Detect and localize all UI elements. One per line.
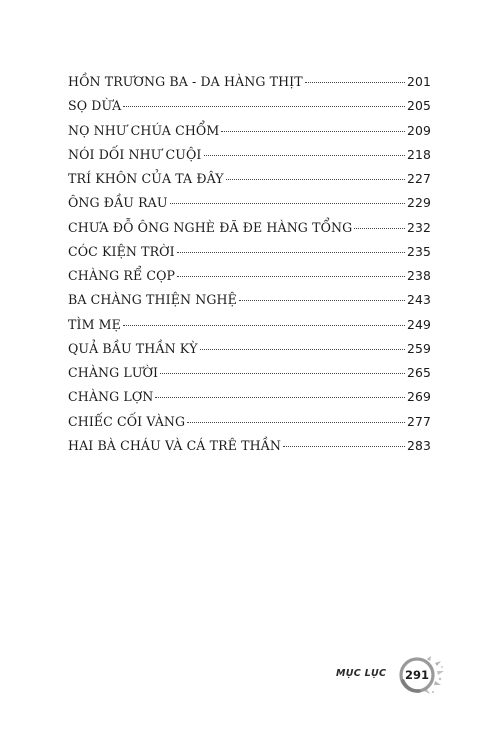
toc-leader-dots: [155, 397, 405, 398]
toc-entry-title: ÔNG ĐẦU RAU: [68, 195, 168, 211]
toc-entry[interactable]: [68, 438, 431, 462]
toc-entry[interactable]: [68, 341, 431, 365]
toc-entry-page: 218: [407, 146, 431, 162]
toc-leader-dots: [200, 349, 405, 350]
toc-leader-dots: [177, 276, 405, 277]
toc-entry-title: CHIẾC CỐI VÀNG: [68, 413, 186, 429]
toc-entry[interactable]: [68, 171, 431, 195]
toc-entry-title: SỌ DỪA: [68, 98, 122, 114]
toc-leader-dots: [283, 446, 405, 447]
toc-entry-page: 205: [407, 98, 431, 114]
toc-entry-title: NỌ NHƯ CHÚA CHỔM: [68, 122, 220, 138]
toc-entry-page: 232: [407, 219, 431, 235]
toc-leader-dots: [226, 179, 405, 180]
toc-entry[interactable]: [68, 414, 431, 438]
table-of-contents: [68, 74, 431, 462]
toc-leader-dots: [204, 155, 406, 156]
toc-entry-title: HỒN TRƯƠNG BA - DA HÀNG THỊT: [68, 74, 303, 89]
toc-entry-title: CHÀNG LỢN: [68, 389, 154, 405]
toc-entry[interactable]: [68, 389, 431, 413]
toc-leader-dots: [305, 82, 405, 83]
toc-entry-page: 229: [407, 195, 431, 211]
section-label: MỤC LỤC: [336, 668, 387, 679]
toc-entry-title: TRÍ KHÔN CỦA TA ĐÂY: [68, 171, 224, 186]
toc-leader-dots: [160, 373, 405, 374]
toc-entry[interactable]: [68, 98, 431, 122]
toc-entry-page: 243: [407, 292, 431, 308]
toc-leader-dots: [354, 228, 405, 229]
toc-entry-page: 235: [407, 243, 431, 259]
toc-entry-page: 265: [407, 365, 431, 380]
toc-leader-dots: [221, 131, 405, 132]
toc-leader-dots: [170, 203, 405, 204]
toc-entry-title: TÌM MẸ: [68, 316, 121, 332]
toc-entry-page: 209: [407, 122, 431, 138]
toc-leader-dots: [239, 300, 405, 301]
toc-leader-dots: [187, 422, 405, 423]
toc-entry[interactable]: [68, 365, 431, 389]
page-number-badge: [400, 658, 434, 692]
toc-entry-page: 269: [407, 389, 431, 405]
toc-leader-dots: [123, 106, 405, 107]
page-footer: [336, 658, 466, 692]
toc-entry-title: CHƯA ĐỖ ÔNG NGHÈ ĐÃ ĐE HÀNG TỔNG: [68, 219, 353, 235]
toc-entry-page: 227: [407, 171, 431, 186]
toc-entry-title: CÓC KIỆN TRỜI: [68, 243, 175, 259]
toc-entry-page: 283: [407, 437, 431, 453]
toc-entry-title: BA CHÀNG THIỆN NGHỆ: [68, 292, 237, 308]
toc-entry[interactable]: [68, 268, 431, 292]
toc-leader-dots: [123, 325, 405, 326]
toc-entry-page: 238: [407, 268, 431, 283]
toc-entry[interactable]: [68, 292, 431, 316]
toc-entry[interactable]: [68, 195, 431, 219]
toc-entry[interactable]: [68, 147, 431, 171]
toc-entry[interactable]: [68, 317, 431, 341]
toc-entry-title: HAI BÀ CHÁU VÀ CÁ TRÊ THẦN: [68, 437, 281, 453]
toc-entry-title: NÓI DỐI NHƯ CUỘI: [68, 146, 202, 162]
toc-entry-page: 277: [407, 413, 431, 429]
toc-entry-title: QUẢ BẦU THẦN KỲ: [68, 340, 198, 356]
toc-entry-title: CHÀNG RỂ CỌP: [68, 268, 176, 283]
toc-entry-page: 201: [407, 74, 431, 89]
toc-entry[interactable]: [68, 123, 431, 147]
toc-entry[interactable]: [68, 244, 431, 268]
page-number: 291: [404, 668, 429, 682]
toc-entry[interactable]: [68, 220, 431, 244]
toc-entry-page: 259: [407, 340, 431, 356]
toc-entry-title: CHÀNG LƯỜI: [68, 365, 159, 380]
toc-entry-page: 249: [407, 316, 431, 332]
toc-leader-dots: [177, 252, 405, 253]
toc-entry[interactable]: [68, 74, 431, 98]
